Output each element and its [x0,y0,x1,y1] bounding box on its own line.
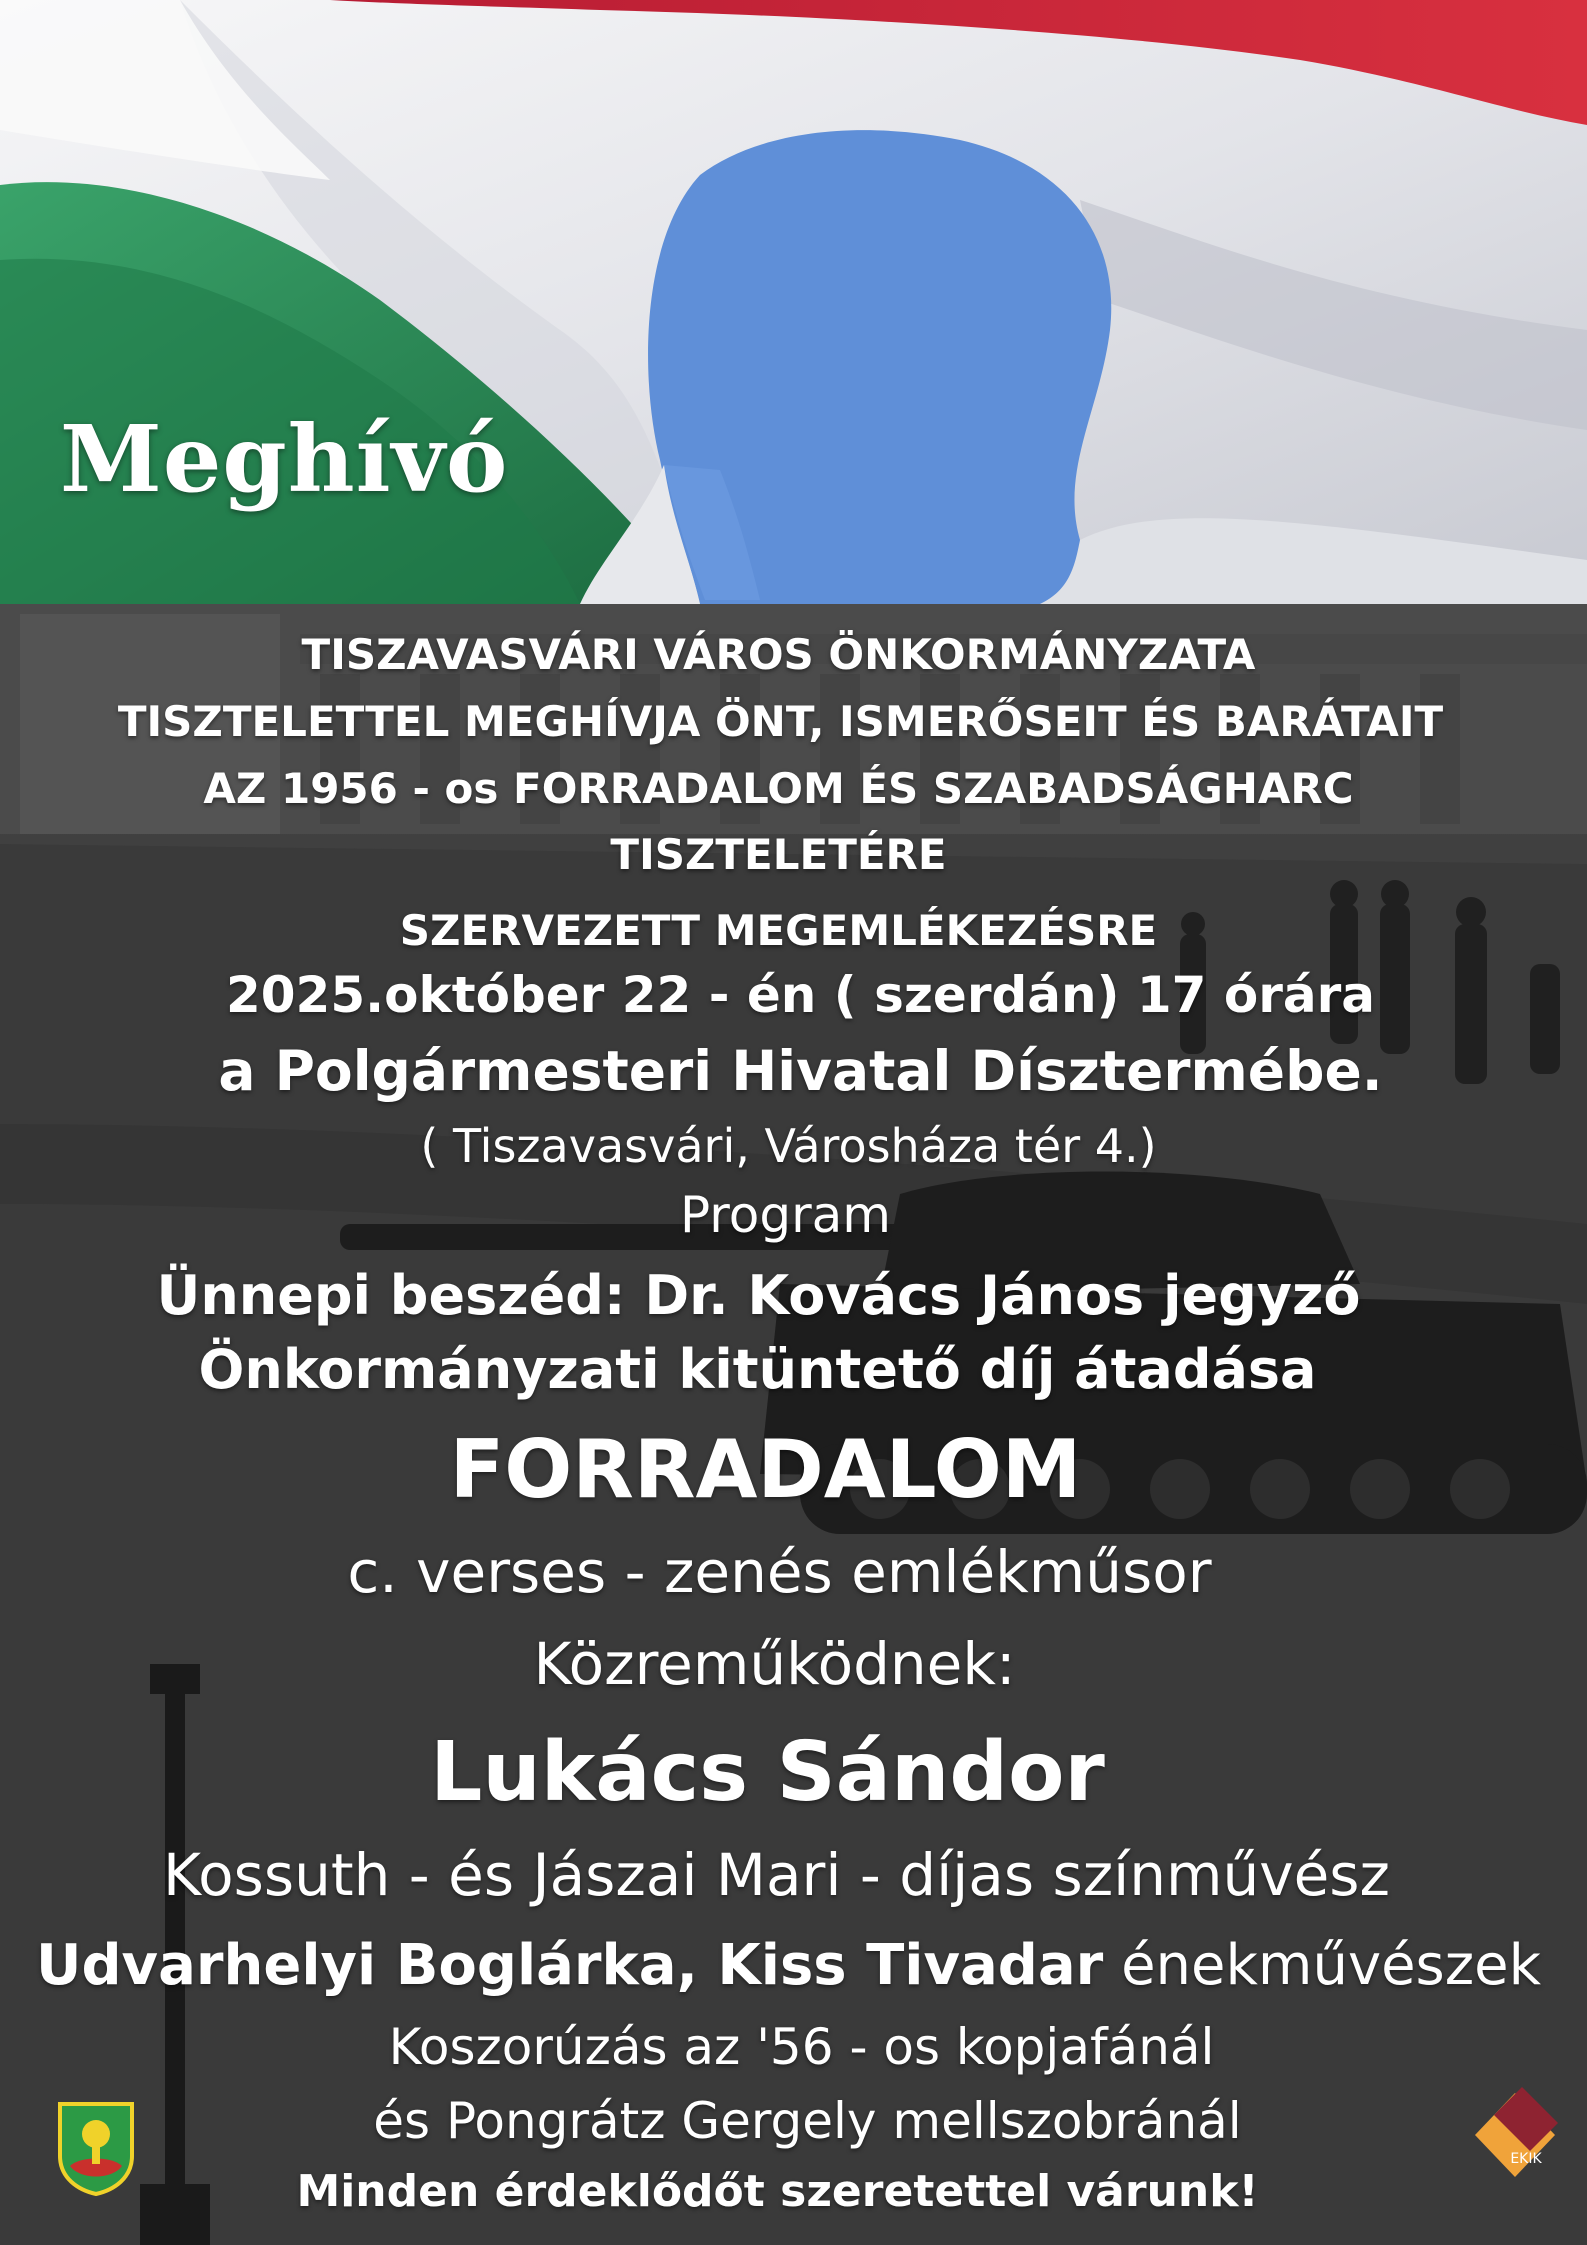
main-performer-description: Kossuth - és Jászai Mari - díjas színművész [163,1841,1390,1909]
show-title: FORRADALOM [449,1423,1082,1516]
poster-title: Meghívó [60,405,509,513]
show-subtitle: c. verses - zenés emlékműsor [347,1538,1212,1606]
event-venue: a Polgármesteri Hivatal Dísztermébe. [218,1039,1383,1103]
closing-line: Minden érdeklődőt szeretettel várunk! [296,2166,1259,2217]
invitation-text [0,604,1587,2245]
wreath-line-2: és Pongrátz Gergely mellszobránál [373,2092,1242,2150]
event-line: AZ 1956 - os FORRADALOM ÉS SZABADSÁGHARC [203,764,1354,813]
program-label: Program [680,1186,891,1244]
wreath-line-1: Koszorúzás az '56 - os kopjafánál [388,2018,1215,2076]
organizer-line: TISZAVASVÁRI VÁROS ÖNKORMÁNYZATA [301,630,1256,679]
ekik-badge-icon [1470,2085,1560,2195]
event-date: 2025.október 22 - én ( szerdán) 17 órára [225,966,1376,1024]
town-crest-icon [56,2100,136,2196]
program-award: Önkormányzati kitüntető díj átadása [198,1338,1317,1401]
badge-label: EKIK [1510,2151,1542,2167]
program-speech: Ünnepi beszéd: Dr. Kovács János jegyző [156,1264,1361,1327]
main-performer: Lukács Sándor [430,1725,1105,1820]
event-address: ( Tiszavasvári, Városháza tér 4.) [420,1119,1157,1173]
contributors-label: Közreműködnek: [533,1630,1016,1698]
singers-description: énekművészek [1103,1933,1541,1998]
hungarian-flag-image [0,0,1587,604]
singers-names: Udvarhelyi Boglárka, Kiss Tivadar [36,1933,1104,1998]
singers-line [0,1933,1582,1998]
invite-line: TISZTELETTEL MEGHÍVJA ÖNT, ISMERŐSEIT ÉS BARÁTAIT [117,697,1444,746]
commemoration-line: SZERVEZETT MEGEMLÉKEZÉSRE [399,906,1158,955]
honor-line: TISZTELETÉRE [610,830,947,879]
flag-photo [0,0,1587,604]
